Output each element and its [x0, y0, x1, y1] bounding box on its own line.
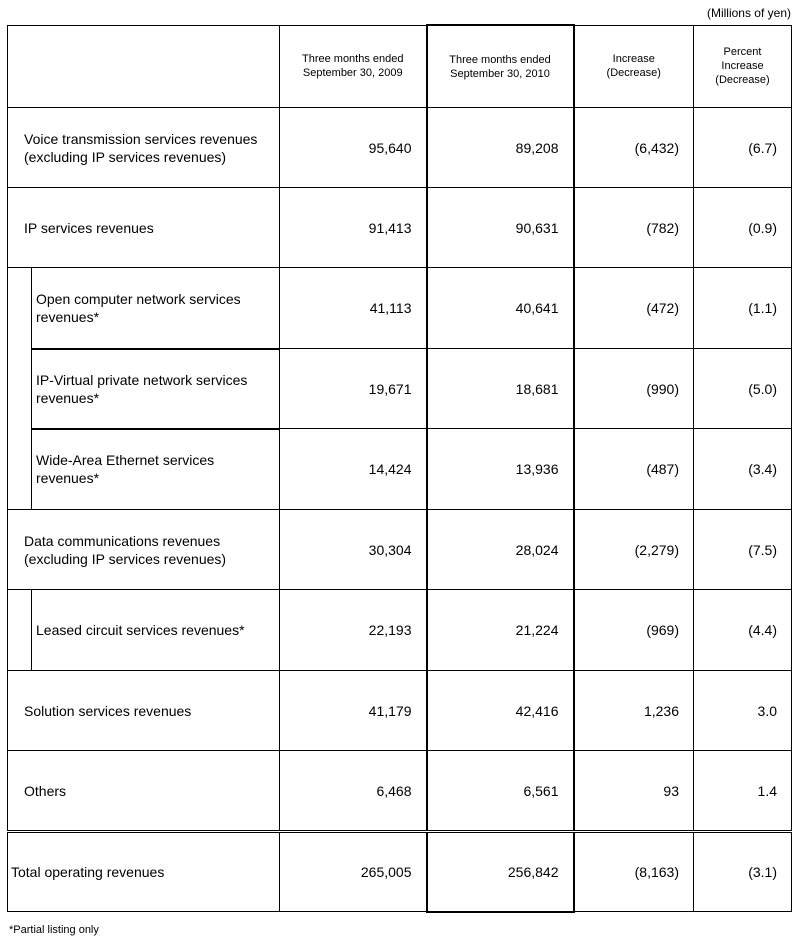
row-label-cell — [8, 590, 280, 671]
table-row — [8, 671, 792, 751]
value-2010: 28,024 — [427, 510, 574, 590]
value-2009: 41,179 — [280, 671, 427, 751]
value-percent: (6.7) — [694, 108, 792, 188]
value-2010: 13,936 — [427, 429, 574, 510]
value-percent: (4.4) — [694, 590, 792, 671]
value-percent: (5.0) — [694, 349, 792, 429]
value-percent: (7.5) — [694, 510, 792, 590]
row-label-cell — [8, 349, 280, 429]
value-2009: 22,193 — [280, 590, 427, 671]
value-percent: 3.0 — [694, 671, 792, 751]
table-row — [8, 751, 792, 832]
value-2009: 6,468 — [280, 751, 427, 832]
row-label: Wide-Area Ethernet services revenues* — [31, 428, 279, 511]
value-percent: (3.1) — [694, 832, 792, 912]
value-2010: 21,224 — [427, 590, 574, 671]
value-2009: 265,005 — [280, 832, 427, 912]
value-change: 1,236 — [574, 671, 694, 751]
table-row — [8, 429, 792, 510]
value-2009: 19,671 — [280, 349, 427, 429]
value-change: (487) — [574, 429, 694, 510]
row-label: Open computer network services revenues* — [31, 267, 279, 350]
value-2009: 91,413 — [280, 188, 427, 268]
header-empty-cell — [8, 25, 280, 108]
value-change: (472) — [574, 268, 694, 349]
value-2009: 30,304 — [280, 510, 427, 590]
row-label-cell — [8, 429, 280, 510]
row-label: Solution services revenues — [8, 671, 280, 751]
revenue-table — [7, 24, 792, 913]
row-label: Data communications revenues (excluding IP services revenues) — [8, 510, 280, 590]
table-row — [8, 108, 792, 188]
value-2010: 6,561 — [427, 751, 574, 832]
value-percent: (3.4) — [694, 429, 792, 510]
row-label: IP-Virtual private network services revenues* — [31, 348, 279, 430]
value-change: (6,432) — [574, 108, 694, 188]
value-change: (990) — [574, 349, 694, 429]
value-2009: 41,113 — [280, 268, 427, 349]
table-row-total — [8, 832, 792, 912]
value-2009: 95,640 — [280, 108, 427, 188]
value-2010: 42,416 — [427, 671, 574, 751]
value-change: (969) — [574, 590, 694, 671]
header-change: Increase (Decrease) — [574, 25, 694, 108]
table-row — [8, 590, 792, 671]
footnote: *Partial listing only — [9, 924, 99, 936]
value-2009: 14,424 — [280, 429, 427, 510]
value-change: (2,279) — [574, 510, 694, 590]
table-header-row — [8, 25, 792, 108]
table-row — [8, 268, 792, 349]
row-label: Total operating revenues — [8, 832, 280, 912]
value-percent: 1.4 — [694, 751, 792, 832]
value-2010: 89,208 — [427, 108, 574, 188]
table-row — [8, 188, 792, 268]
value-change: 93 — [574, 751, 694, 832]
row-label-cell — [8, 268, 280, 349]
header-2010: Three months ended September 30, 2010 — [427, 25, 574, 108]
row-label: Leased circuit services revenues* — [31, 589, 279, 671]
value-2010: 90,631 — [427, 188, 574, 268]
header-2009: Three months ended September 30, 2009 — [280, 25, 427, 108]
row-label: Voice transmission services revenues (excluding IP services revenues) — [8, 108, 280, 188]
row-label: Others — [8, 751, 280, 832]
header-percent: Percent Increase (Decrease) — [694, 25, 792, 108]
value-percent: (0.9) — [694, 188, 792, 268]
table-row — [8, 349, 792, 429]
table-row — [8, 510, 792, 590]
value-2010: 18,681 — [427, 349, 574, 429]
value-2010: 256,842 — [427, 832, 574, 912]
value-change: (782) — [574, 188, 694, 268]
value-change: (8,163) — [574, 832, 694, 912]
row-label: IP services revenues — [8, 188, 280, 268]
unit-note: (Millions of yen) — [706, 6, 791, 20]
value-2010: 40,641 — [427, 268, 574, 349]
value-percent: (1.1) — [694, 268, 792, 349]
